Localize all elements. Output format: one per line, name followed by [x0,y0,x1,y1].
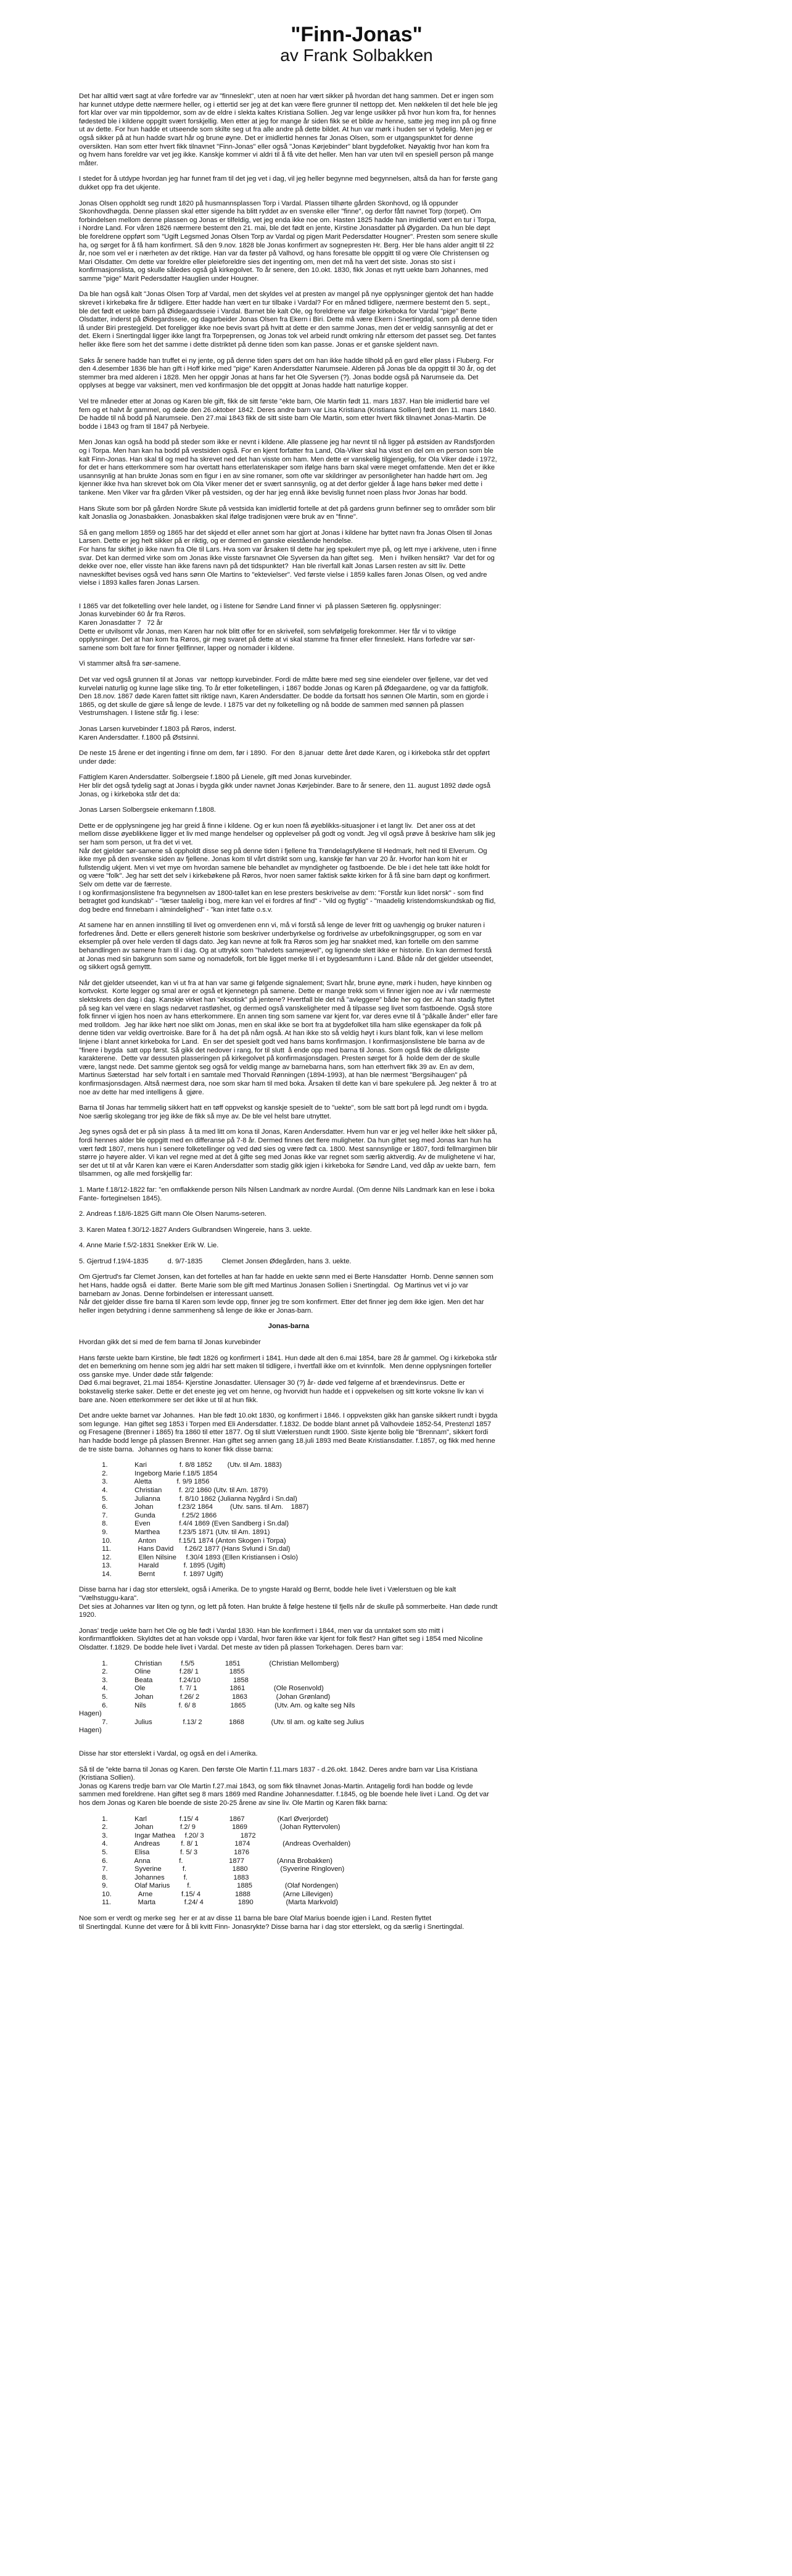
list-item: 11. Hans David f.26/2 1877 (Hans Svlund i Sn.dal) [79,1545,291,1553]
list-item: 1. Marte f.18/12-1822 far: "en omflakkende person Nils Nilsen Landmark av nordre Aurdal. (Om denne Nils Landmark kan en lese i boka Fante- forteginelsen 1845). [79,1186,497,1202]
body-paragraph: At samene har en annen innstilling til livet og omverdenen enn vi, må vi forstå så lenge de lever fritt og uavhengig og bruker naturen i forfedrenes ånd. Dette er ellers generelt historie som beskriver underbyrkelse og fordrivelse av urbefolkningsgrupper, og som en var eksempler på over hele verden til dags dato. Jeg kan nevne at folk fra Røros som jeg har snakket med, kan fortelle om den samme behandlingen av samene fram til i dag. Og at uttrykk som "halvdets samejævel", og lignende slett ikke er historie. En kan dermed forstå at Jonas med sin bakgrunn som same og nomadefolk, fort ble ligget merke til i et bygdesamfunn i Land. Både når det gjelder utseendet, og sikkert også gemyttt. [79,922,495,972]
body-paragraph: Men Jonas kan også ha bodd på steder som ikke er nevnt i kildene. Alle plassene jeg har nevnt til nå ligger på østsiden av Randsfjorden og i Torpa. Men han kan ha bodd på vestsiden også. For en kjent forfatter fra Land, Ola-Viker skal ha visst en del om en person som ble kalt Finn-Jonas. Han skal til og med ha skrevet ned det han visste om ham. Men dette er vanskelig tilgjengelig, for Ola Viker døde i 1972, for det er hans etterkommere som har overtatt hans etterlatenskaper som ifølge hans barn skal være meget omfattende. Men det er ikke usannsynlig at han brukte Jonas som en figur i en av sine romaner, som ofte var skildringer av personligheter han hadde hørt om. Jeg kjenner ikke hva han skrevet bok om Ola Viker mener det er svært sannsynlig, og at det derfor gjelder å lage hans bøker med dette i tankene. Men Viker var fra gården Viker på vestsiden, og der har jeg ennå ikke bevislig funnet noen plass hvor Jonas har bodd. [79,439,499,497]
list-item: 4. Christian f. 2/2 1860 (Utv. til Am. 1879) [79,1486,268,1494]
body-paragraph: De neste 15 årene er det ingenting i finne om dem, før i 1890. For den 8.januar dette året døde Karen, og i kirkeboka står det oppført under døde: [79,749,492,766]
list-item: 7. Julius f.13/ 2 1868 (Utv. til am. og kalte seg Julius [79,1718,365,1726]
document-title: "Finn-Jonas" [291,23,423,46]
body-paragraph: Søks år senere hadde han truffet ei ny jente, og på denne tiden spørs det om han ikke hadde tilhold på en gard eller plass i Fluberg. For den 4.desember 1836 ble han gift i Hoff kirke med "pige" Karen Andersdatter Narumseie. Alderen på Jonas ble da oppgitt til 30 år, og det stemmer bra med alderen i 1828. Men her oppgir Jonas at hans far het Ole Syversen (?). Jonas bodde også på Narumseie da. Det opplyses at begge var vaksinert, men ved konfirmasjon ble det oppgitt at Jonas hadde hatt naturlige kopper. [79,357,498,390]
list-item: 5. Johan f.26/ 2 1863 (Johan Grønland) [79,1693,331,1701]
list-item: 7. Syverine f. 1880 (Syverine Ringloven) [79,1865,345,1873]
list-item: 3. Aletta f. 9/9 1856 [79,1478,210,1486]
body-paragraph: Dette er de opplysningene jeg har greid å finne i kildene. Og er kun noen få øyeblikks-situasjoner i et langt liv. Det aner oss at det mellom disse øyeblikkene ligger et liv med mange hendelser og opplevelser på godt og vondt. Jeg vil også prøve å beskrive ham slik jeg ser ham som person, ut fra det vi vet. Når det gjelder sør-samene så oppholdt disse seg på denne tiden i fjellene fra Trøndelagsfylkene til Hedmark, helt ned til Elverum. Og ikke mye på den svenske siden av fjellene. Jonas kom til vårt distrikt som ung, kanskje før han var 20 år. Hvorfor han kom hit er fullstendig ukjent. Men vi vet mye om hvordan samene ble behandlet av myndigheter og fastboende. De ble i det hele tatt ikke holdt for og være "folk". Jeg har sett det selv i kirkebøkene på Røros, hvor noen samer faktisk søkte kirken for å få sine barn døpt og konfirmert. Selv om dette var de færreste. I og konfirmasjonslistene fra begynnelsen av 1800-tallet kan en lese presters beskrivelse av dem: "Forstår kun lidet norsk" - som find betragtet god kundskab" - "læser taalelig i bog, mere kan vel ei fordres af find" - "vild og flygtig" - "maadelig kristendomskundskab og flid, dog bedre end finnebarn i almindelighed" - "kan intet fatte o.s.v. [79,822,496,914]
closing-paragraph: Noe som er verdt og merke seg her er at av disse 11 barna ble bare Olaf Marius boende igjen i Land. Resten flyttet til Snertingdal. Kunne det være for å bli kvitt Finn- Jonasrykte? Disse barna har i dag stor etterslekt, og da særlig i Snertingdal. [79,1915,464,1931]
list-item: 4. Ole f. 7/ 1 1861 (Ole Rosenvold) [79,1685,324,1693]
document-author: av Frank Solbakken [280,46,433,65]
body-paragraph: Når det gjelder utseendet, kan vi ut fra at han var same gi følgende signalement; Svart hår, brune øyne, mørk i huden, høye kinnben og kortvokst. Korte legger og smal arer er også et kjennetegn på samene. Dette er mange trekk som vi finner igjen noe av i vår nærmeste slektskrets den dag i dag. Kanskje virket han "eksotisk" på jentene? Hvertfall ble det nå "avleggere" både her og der. At han stadig flyttet på seg kan vel være en slags nedarvet rastløshet, og dermed også vanskeligheter med å tilpasse seg livet som fastboende. Også store folk finner vi igjen hos noen av hans etterkommere. En annen ting som samene var kjent for, var deres evne til å "påkalle ånder" eller fare med trolldom. Jeg har ikke hørt noe slikt om Jonas, men en skal ikke se bort fra at bygdefolket tilla ham slike egenskaper da folk på denne tiden var veldig overtroiske. Bare for å ha det på nåm også. At han ikke sto så veldig høyt i kurs blant folk, kan vi lese mellom linjene i blant annet kirkeboka for Land. En ser det spesielt godt ved hans barns konfirmasjon. I konfirmasjonslistene ble barna av de "finere i bygda satt opp først. Så gikk det nedover i rang, for til slutt å ende opp med barna til Jonas. Som også fikk de dårligste karakterene. Dette var dessuten plasseringen på kirkegolvet på konfirmasjonsdagen. Presten sørget for å holde dem der de skulle være, langst nede. Det samme gjentok seg også for veldig mange av barnebarna hans, som han etterhvert fikk 39 av. En av dem, Martinus Sæterstad har selv fortalt i en samtale med Thorvald Rønningen (1894-1993), at han ble nærmest "Bergsihaugen" på konfirmasjonsdagen. Altså nærmest døra, noe som skar ham til med boka. Årsaken til dette kan vi bare spekulere på. Jeg nekter å tro at noe av dette har med intelligens å gjøre. [79,979,500,1096]
document-body [79,93,498,1931]
list-item: 7. Gunda f.25/2 1866 [79,1511,217,1519]
list-item: 5. Gjertrud f.19/4-1835 d. 9/7-1835 Clemet Jonsen Ødegården, hans 3. uekte. [79,1257,352,1265]
census-line: I 1865 var det folketelling over hele landet, og i listene for Søndre Land finner vi på plassen Sæteren fig. opplysninger: [79,602,442,610]
martin-children-list [79,1815,498,1908]
list-item: 2. Johan f.2/ 9 1869 (Johan Ryttervolen) [79,1823,340,1831]
list-item: 4. Anne Marie f.5/2-1831 Snekker Erik W. Lie. [79,1242,219,1250]
body-paragraph: Det var ved også grunnen til at Jonas var nettopp kurvebinder. Fordi de måtte bære med seg sine eiendeler over fjellene, var det ved kurveløi naturlig og kunne lage slike ting. To år etter folketellingen, i 1867 bodde Jonas og Karen på Ødegaardene, og var da fattigfolk. Den 18.nov. 1867 døde Karen fattet sitt riktige navn, Karen Andersdatter. De bodde da fortsatt hos sønnen Ole Martin, som en gjorde i 1865, og det skulle de gjøre så lenge de levde. I 1875 var det ny folketelling og nå bodde de sammen med sønnen på plassen Vestrumshagen. I listene står fig. i lese: [79,676,491,717]
list-item: 2. Andreas f.18/6-1825 Gift mann Ole Olsen Narums-seteren. [79,1210,267,1218]
list-item: 10. Arne f.15/ 4 1888 (Arne Lillevigen) [79,1890,333,1898]
body-paragraph: Hans Skute som bor på gården Nordre Skute på vestsida kan imidlertid fortelle at det på gardens grunn befinner seg to områder som blir kalt Jonaslia og Jonasbakken. Jonasbakken skal ifølge tradisjonen være bruk av en "finne". [79,505,498,521]
list-item: 4. Andreas f. 8/ 1 1874 (Andreas Overhalden) [79,1840,351,1848]
body-paragraph: Da ble han også kalt "Jonas Olsen Torp af Vardal, men det skyldes vel at presten av mangel på nye opplysninger gjentok det han hadde skrevet i kirkebøka fire år tidligere. Etter hadde han vært en tur tilbake i Vardal? For en måned tidligere, nærmere bestemt den 5. sept., ble det født et uekte barn på Øidegaardsseie i Vardal. Barnet ble kalt Ole, og foreldrene var ifølge kirkeboka for Vardal "pige" Berte Olsdatter, inderst på Øidegardsseie, og dagarbeider Jonas Olsen fra Ekern i Biri. Dette må være Ekern i Snertingdal, som på denne tiden lå under Biri prestegjeld. Det foreligger ikke noe bevis svart på hvitt at dette er den samme Jonas, men det er veldig sannsynlig at det er det. Ekern i Snertingdal ligger ikke langt fra Torpeprensen, og Jonas tok vel arbeid rundt omkring når ettersom det passet seg. Det fantes heller ikke flere som het det samme i dette distriktet på denne tiden som kan passe. Jonas er et ganske sjeldent navn. [79,291,499,349]
body-paragraph: Jonas Olsen oppholdt seg rundt 1820 på husmannsplassen Torp i Vardal. Plassen tilhørte gården Skonhovd, og lå oppunder Skonhovdhøgda. Denne plassen skal etter sigende ha blitt ryddet av en svenske eller "finne", og derfor fått navnet Torp (torpet). Om forbindelsen mellom denne plassen og Jonas er tilfeldig, vet jeg enda ikke noe om. Hasten 1825 hadde han imidlertid vært en tur i Torpa, i Nordre Land. For våren 1826 nærmere bestemt den 21. mai, ble det født en jente, Kirstine Jonasdatter på Øygarden. Da hun ble døpt ble foreldrene oppført som "Ugift Legsmed Jonas Olsen Torp av Vardal og pigen Marit Pedersdatter Hougner". Presten som senere skulle ha, og sørget for å få ham konfirmert. Så den 9.nov. 1828 ble Jonas konfirmert av sognepresten Hr. Berg. Her ble hans alder angitt til 22 år, noe som vel er i nærheten av det riktige. Han var da føster på Valhovd, og hans foresatte ble oppgitt til og være Ole Christensen og Mari Olsdatter. Om dette var foreldre eller pleieforeldre sies det ingenting om, men det må ha vært det siste. Jonas sto sist i konfirmasjonslista, og skulle således også gå kirkegolvet. To år senere, den 10.okt. 1830, fikk Jonas et nytt uekte barn Johannes, med samme "pige" Marit Pedersdatter Hauglien under Hougner. [79,199,500,283]
body-paragraph: Vel tre måneder etter at Jonas og Karen ble gift, fikk de sitt første "ekte barn, Ole Martin født 11. mars 1837. Han ble imidlertid bare vel fem og et halvt år gammel, og døde den 26.oktober 1842. Deres andre barn var Lisa Kristiana (Kristiana Sollien) født den 11. mars 1840. De hadde til nå bodd på Narumseie. Den 27.mai 1843 fikk de sitt siste barn Ole Martin, som etter hvert fikk tilnavnet Jonas-Martin. De bodde i 1843 og fram til 1847 på Nerbyeie. [79,398,498,431]
body-paragraph: Disse har stor etterslekt i Vardal, og også en del i Amerika. [79,1749,258,1757]
body-paragraph: Hans første uekte barn Kirstine, ble født 1826 og konfirmert i 1841. Hun døde alt den 6.mai 1854, bare 28 år gammel. Og i kirkeboka står det en bemerkning om henne som jeg aldri har sett maken til tidligere, i hvertfall ikke om et kvinnfolk. Men denne opplysningen forteller oss ganske mye. Under døde står følgende: Død 6.mai begravet, 21.mai 1854- Kjerstine Jonasdatter. Ulensager 30 (?) år- døde ved følgerne af et brændevinsrus. Dette er bokstavelig sterke saker. Dette er det eneste jeg vet om henne, og hvorvidt hun hadde et i oppvekelsen og sitt korte voksne liv kan vi bare ane. Noen etterkommere ser det ikke ut til at hun fikk. [79,1354,497,1404]
list-item: 9. Marthea f.23/5 1871 (Utv. til Am. 1891) [79,1528,270,1536]
body-paragraph: I stedet for å utdype hvordan jeg har funnet fram til det jeg vet i dag, vil jeg heller begynne med begynnelsen, altså da han for første gang dukket opp fra det ukjente. [79,175,500,191]
list-item: 5. Julianna f. 8/10 1862 (Julianna Nygård i Sn.dal) [79,1495,297,1503]
body-paragraph: Vi stammer altså fra sør-samene. [79,660,181,668]
body-paragraph: Jonas Larsen Solbergseie enkemann f.1808. [79,806,217,814]
intro-paragraph: Det har alltid vært sagt at våre forfedre var av "finneslekt", uten at noen har vært sikker på hvordan det hang sammen. Det er ingen som har kunnet utdype dette nærmere heller, og i ettertid ser jeg at det kan være flere grunner til nettopp det. Men nøkkelen til det hele ble jeg fort klar over var min tippoldemor, som av de eldre i slekta kaltes Kristiana Sollien. Jeg var lenge usikker på hvor hun kom fra, for hennes fødested ble i kildene oppgitt svært forskjellig. Men etter at jeg for mange år siden fikk se et bilde av henne, satte jeg meg inn på og finne ut av dette. For hun hadde et utseende som skilte seg ut fra alle andre på dette bildet. At hun var mørk i huden ser vi tydelig. Men jeg er også sikker på at hun hadde svart hår og brune øyne. Det er imidlertid hennes far Jonas Olsen, som er utgangspunktet for denne oversikten. Han som etter hvert fikk tilnavnet "Finn-Jonas" eller også "Jonas Kørjebinder" blant bygdefolket. Nøyaktig hvor han kom fra og hvem hans foreldre var vet jeg ikke. Kanskje kommer vi aldri til å få vite det heller. Men han var uten tvil en spesiell person på mange måter. [79,93,500,167]
list-item: 10. Anton f.15/1 1874 (Anton Skogen i Torpa) [79,1537,286,1545]
body-paragraph: Jeg synes også det er på sin plass å ta med litt om kona til Jonas, Karen Andersdatter. Hvem hun var er jeg vel heller ikke helt sikker på, fordi hennes alder ble oppgitt med en differanse på 7-8 år. Dermed finnes det flere muligheter. Da hun giftet seg med Jonas kan hun ha vært født 1807, mens hun i senere folketellinger og ved død sies og være født ca. 1800. Mest sannsynlige er 1807, fordi fellmargimen blir større jo høyere alder. Vi kan vel regne med at det å gifte seg med Jonas ikke var regnet som særlig aktverdig. Av de mulighetene vi har, ser det ut til at vår Karen kan være ei Karen Andersdatter som stadig gikk igjen i kirkeboka for Søndre Land, ved dåp av uekte barn, fem tilsammen, og alle med forskjellig far: [79,1128,500,1178]
list-item: 8. Johannes f. 1883 [79,1873,249,1881]
body-paragraph: Jonas' tredje uekte barn het Ole og ble født i Vardal 1830. Han ble konfirmert i 1844, men var da unntaket som sto mitt i konfirmantflokken. Skyldtes det at han voksde opp i Vardal, hvor faren ikke var kjent for folk flest? Han giftet seg i 1854 med Nicoline Olsdatter. f.1829. De bodde hele livet i Vardal. Det meste av tiden på plassen Torkehagen. Deres barn var: [79,1627,485,1652]
body-paragraph: Så en gang mellom 1859 og 1865 har det skjedd et eller annet som har gjort at Jonas i kildene har byttet navn fra Jonas Olsen til Jonas Larsen. Dette er jeg helt sikker på er riktig, og er dermed en ganske eiestående hendelse. For hans far skiftet jo ikke navn fra Ole til Lars. Hva som var årsaken til dette har jeg spekulert mye på, og lett mye i arkivene, uten i finne svar. Det kan dermed virke som om Jonas ikke visste farsnavnet Ole Syversen da han giftet seg. Men i hvilken hensikt? Var det for og dekke over noe, eller visste han ikke farens navn på det tidspunktet? Han ble riverfall kalt Jonas Larsen resten av sitt liv. Dette navneskiftet bevises også ved hans sønn Ole Martins to "ektevielser". Ved første vielse i 1859 kalles faren Jonas Olsen, og ved andre vielse i 1893 kalles faren Jonas Larsen. [79,529,497,587]
body-paragraph: Barna til Jonas har temmelig sikkert hatt en tøff oppvekst og kanskje spesielt de to "uekte", som ble satt bort på legd rundt om i bygda. Noe særlig skolegang tror jeg ikke de fikk så mye av. De ble vel helst bare utnyttet. [79,1104,490,1120]
johannes-children-list [79,1461,498,1579]
list-item: 5. Elisa f. 5/ 3 1876 [79,1848,250,1856]
body-paragraph: Så til de "ekte barna til Jonas og Karen. Den første Ole Martin f.11.mars 1837 - d.26.okt. 1842. Deres andre barn var Lisa Kristiana (Kristiana Sollien). Jonas og Karens tredje barn var Ole Martin f.27.mai 1843, og som fikk tilnavnet Jonas-Martin. Antagelig fordi han bodde og levde sammen med foreldrene. Han giftet seg 8 mars 1869 med Randine Johannesdatter. f.1845, og ble boende hele livet i Land. Og det var hos dem Jonas og Karen ble boende de siste 20-25 årene av sine liv. Ole Martin og Karen fikk barna: [79,1765,489,1807]
list-item: 1. Christian f.5/5 1851 (Christian Mellomberg) [79,1659,339,1667]
list-item: 6. Anna f. 1877 (Anna Brobakken) [79,1857,332,1865]
list-item: 2. Oline f.28/ 1 1855 [79,1668,245,1676]
list-item: 11. Marta f.24/ 4 1890 (Marta Markvold) [79,1899,339,1907]
list-item: 13. Harald f. 1895 (Ugift) [79,1562,226,1570]
list-item: 14. Bernt f. 1897 Ugift) [79,1570,223,1578]
census-line: Dette er utvilsomt vår Jonas, men Karen har nok blitt offer for en skrivefeil, som selvfølgelig forekommer. Her får vi to viktige opplysninger. Det at han kom fra Røros, gir meg svaret på dette at vi skal stamme fra finner eller finneslekt. Hans forfedre var sør-samene som bolt fare for finner fjellfinner, lapper og nomader i kildene. [79,627,476,652]
list-item: 6. Johan f.23/2 1864 (Utv. sans. til Am. 1887) [79,1503,309,1511]
census-line: Jonas kurvebinder 60 år fra Røros. [79,611,186,619]
section-heading: Jonas-barna [268,1323,310,1331]
spacer [79,1743,498,1750]
document-header [0,23,634,65]
list-item: 1. Karl f.15/ 4 1867 (Karl Øverjordet) [79,1815,329,1823]
body-paragraph: Fattiglem Karen Andersdatter. Solbergseie f.1800 på Lienele, gift med Jonas kurvebinder. Her blir det også tydelig sagt at Jonas i bygda gikk under navnet Jonas Kørjebinder. Bare to år senere, den 11. august 1892 døde også Jonas, og i kirkeboka står det da: [79,774,491,798]
list-item: 3. Beata f.24/10 1858 [79,1676,249,1684]
list-item: 9. Olaf Marius f. 1885 (Olaf Nordengen) [79,1882,339,1890]
census-line: Karen Jonasdatter 7 72 år [79,619,163,627]
list-item: Hagen) [79,1710,102,1718]
list-item: Hagen) [79,1727,102,1735]
list-item: 12. Ellen Nilsine f.30/4 1893 (Ellen Kristiansen i Oslo) [79,1553,299,1561]
list-item: 8. Even f.4/4 1869 (Even Sandberg i Sn.dal) [79,1520,289,1528]
body-paragraph: Jonas Larsen kurvebinder f.1803 på Røros, inderst. Karen Andersdatter. f.1800 på Østsinni. [79,725,236,741]
list-item: 3. Karen Matea f.30/12-1827 Anders Gulbrandsen Wingereie, hans 3. uekte. [79,1226,312,1234]
list-item: 6. Nils f. 6/ 8 1865 (Utv. Am. og kalte seg Nils [79,1701,355,1709]
list-item: 3. Ingar Mathea f.20/ 3 1872 [79,1831,256,1839]
list-item: 1. Kari f. 8/8 1852 (Utv. til Am. 1883) [79,1461,282,1469]
ole-children-list [79,1660,498,1735]
spacer [79,595,498,603]
body-paragraph: Disse barna har i dag stor etterslekt, også i Amerika. De to yngste Harald og Bernt, bodde hele livet i Vælerstuen og ble kalt "Vælhstuggu-kara". Det sies at Johannes var liten og tynn, og lett på foten. Han brukte å følge hestene til fjells når de skulle på sommerbeite. Han døde rundt 1920. [79,1586,498,1619]
body-paragraph: Hvordan gikk det si med de fem barna til Jonas kurvebinder [79,1339,261,1347]
body-paragraph: Om Gjertrud's far Clemet Jonsen, kan det fortelles at han far hadde en uekte sønn med ei Berte Hansdatter Hornb. Denne sønnen som het Hans, hadde også ei datter. Berte Marie som ble gift med Martinus Jonasen Sollien i Snertingdal. Og Martinus vet vi jo var barnebarn av Jonas. Denne forbindelsen er interessant uansett. Når det gjelder disse fire barna til Karen som levde opp, finner jeg tre som konfirmert. Etter det finner jeg dem ikke igjen. Men det har heller ingen betydning i denne sammenheng så lenge de ikke er Jonas-barn. [79,1273,493,1315]
body-paragraph: Det andre uekte barnet var Johannes. Han ble født 10.okt 1830, og konfirmert i 1846. I oppveksten gikk han ganske sikkert rundt i bygda som legunge. Han giftet seg 1853 i Torpen med Eli Andersdatter. f.1832. De bodde blant annet på Valhovdeie 1852-54, Prestenzl 1857 og Fresagene (Brenner i 1865) fra 1860 til etter 1877. Og til slutt Vælerstuen rundt 1900. Siste kjente bolig ble "Brennam", sikkert fordi han hadde bodd lenge på plassen Brenner. Han giftet seg annen gang 18.juli 1893 med Beate Kristiansdatter. f.1857, og fikk med henne de tre siste barna. Johannes og hans to koner fikk disse barna: [79,1412,500,1453]
list-item: 2. Ingeborg Marie f.18/5 1854 [79,1469,218,1477]
